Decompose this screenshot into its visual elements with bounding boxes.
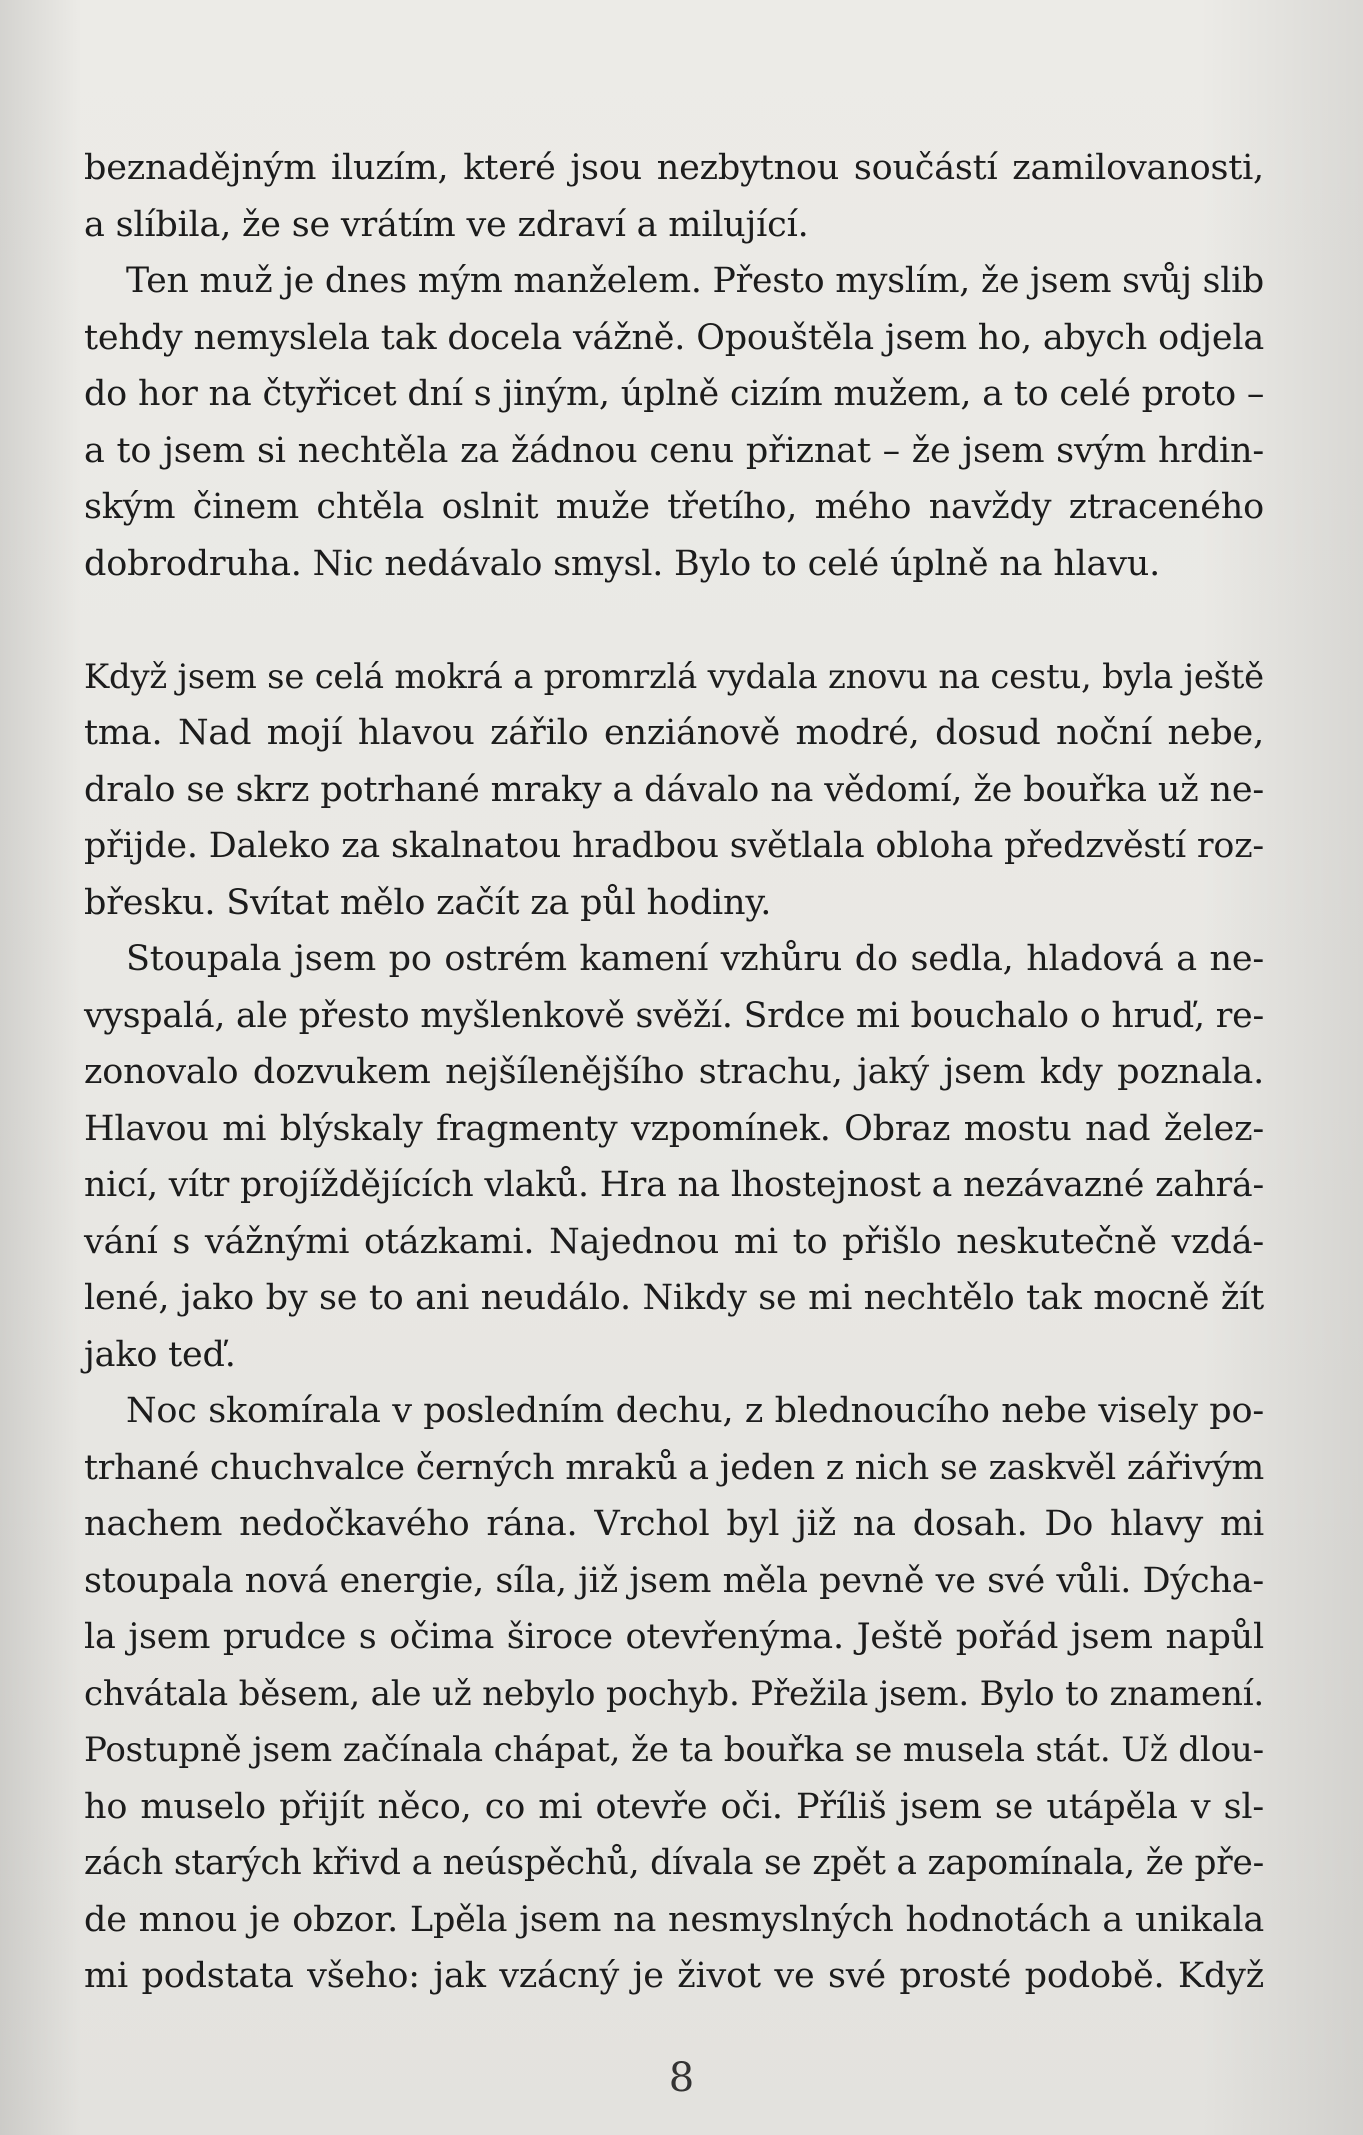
paragraph-4 [84, 931, 1264, 1383]
text-line: chvátala běsem, ale už nebylo pochyb. Přežila jsem. Bylo to znamení. [84, 1673, 1264, 1714]
text-line: zonovalo dozvukem nejšílenějšího strachu, jaký jsem kdy poznala. [84, 1052, 1264, 1092]
text-line: Postupně jsem začínala chápat, že ta bouřka se musela stát. Už dlou- [84, 1730, 1264, 1770]
text-line: Hlavou mi blýskaly fragmenty vzpomínek. Obraz mostu nad želez- [84, 1108, 1264, 1149]
text-line: tehdy nemyslela tak docela vážně. Opouštěla jsem ho, abych odjela [84, 317, 1264, 358]
text-line: jako teď. [84, 1334, 236, 1375]
text-line: Ten muž je dnes mým manželem. Přesto myslím, že jsem svůj slib [126, 261, 1264, 301]
paragraph-5 [84, 1383, 1264, 2005]
text-line: Stoupala jsem po ostrém kamení vzhůru do sedla, hladová a ne- [126, 939, 1264, 979]
text-line: Když jsem se celá mokrá a promrzlá vydala znovu na cestu, byla ještě [84, 656, 1264, 696]
text-line: ho muselo přijít něco, co mi otevře oči. Příliš jsem se utápěla v sl- [84, 1786, 1264, 1827]
text-line: mi podstata všeho: jak vzácný je život ve své prosté podobě. Když [84, 1956, 1264, 1996]
text-line: nicí, vítr projíždějících vlaků. Hra na lhostejnost a nezávazné zahrá- [84, 1165, 1264, 1205]
paragraph-1 [84, 140, 1264, 253]
text-line: de mnou je obzor. Lpěla jsem na nesmyslných hodnotách a unikala [84, 1899, 1264, 1940]
paragraph-2 [84, 253, 1264, 592]
text-line: břesku. Svítat mělo začít za půl hodiny. [84, 882, 772, 923]
text-line: zách starých křivd a neúspěchů, dívala se zpět a zapomínala, že pře- [84, 1843, 1264, 1883]
text-line: vání s vážnými otázkami. Najednou mi to přišlo neskutečně vzdá- [84, 1221, 1264, 1262]
text-line: do hor na čtyřicet dní s jiným, úplně cizím mužem, a to celé proto – [84, 374, 1265, 414]
text-line: a to jsem si nechtěla za žádnou cenu přiznat – že jsem svým hrdin- [84, 430, 1264, 471]
text-line: lené, jako by se to ani neudálo. Nikdy se mi nechtělo tak mocně žít [84, 1278, 1264, 1318]
text-line: la jsem prudce s očima široce otevřenýma. Ještě pořád jsem napůl [84, 1617, 1264, 1657]
text-line: beznadějným iluzím, které jsou nezbytnou součástí zamilovanosti, [84, 148, 1264, 188]
text-line: tma. Nad mojí hlavou zářilo enziánově modré, dosud noční nebe, [84, 713, 1264, 753]
paragraph-3 [84, 649, 1264, 932]
body-text [84, 140, 1264, 2005]
section-break [84, 592, 1264, 649]
text-line: a slíbila, že se vrátím ve zdraví a milující. [84, 204, 809, 245]
text-line: vyspalá, ale přesto myšlenkově svěží. Srdce mi bouchalo o hruď, re- [84, 995, 1264, 1036]
text-line: trhané chuchvalce černých mraků a jeden z nich se zaskvěl zářivým [84, 1447, 1264, 1488]
text-line: nachem nedočkavého rána. Vrchol byl již na dosah. Do hlavy mi [84, 1504, 1264, 1544]
page-number: 8 [668, 2055, 695, 2101]
text-line: dralo se skrz potrhané mraky a dávalo na vědomí, že bouřka už ne- [84, 769, 1264, 810]
text-line: dobrodruha. Nic nedávalo smysl. Bylo to celé úplně na hlavu. [84, 543, 1161, 584]
text-line: přijde. Daleko za skalnatou hradbou světlala obloha předzvěstí roz- [84, 826, 1264, 866]
text-line: ským činem chtěla oslnit muže třetího, mého navždy ztraceného [84, 487, 1264, 527]
text-line: Noc skomírala v posledním dechu, z blednoucího nebe visely po- [126, 1391, 1264, 1431]
text-line: stoupala nová energie, síla, již jsem měla pevně ve své vůli. Dýcha- [84, 1560, 1264, 1601]
